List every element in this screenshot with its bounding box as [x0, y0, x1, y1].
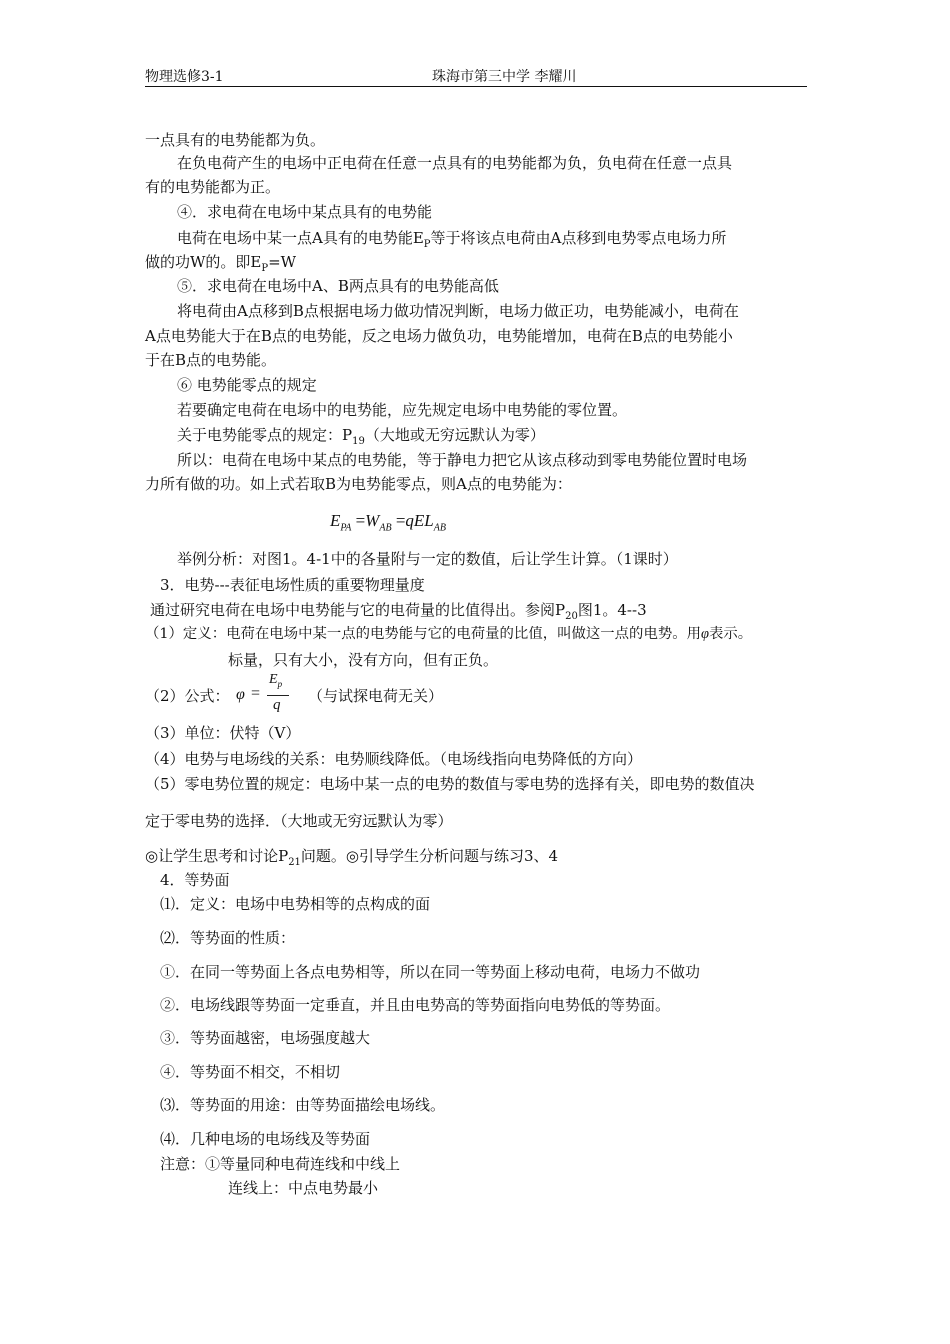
- text-line: 做的功W的。即$E_P=W$: [145, 253, 297, 274]
- text-line: 定于零电势的选择．（大地或无穷远默认为零）: [145, 812, 453, 830]
- text-line: ④．求电荷在电场中某点具有的电势能: [177, 203, 433, 221]
- text-line: （1）定义：电荷在电场中某一点的电势能与它的电荷量的比值，叫做这一点的电势。用φ表示。: [145, 626, 753, 642]
- formula-potential: φ = $E_p$ q: [236, 672, 306, 716]
- text-line: 于在B点的电势能。: [145, 351, 277, 369]
- text-line: 电荷在电场中某一点A具有的电势能$E_P$等于将该点电荷由A点移到电势零点电场力所: [177, 229, 727, 250]
- text-line: 注意：①等量同种电荷连线和中线上: [160, 1155, 401, 1173]
- text-line: 力所有做的功。如上式若取B为电势能零点，则A点的电势能为：: [145, 475, 572, 493]
- text-line: 通过研究电荷在电场中电势能与它的电荷量的比值得出。参阅$P_{20}$图1。4--3: [150, 601, 647, 622]
- text-line: （5）零电势位置的规定：电场中某一点的电势的数值与零电势的选择有关，即电势的数值决: [145, 775, 755, 793]
- page-header-center: 珠海市第三中学 李耀川: [432, 69, 577, 85]
- text-line: ⑤．求电荷在电场中A、B两点具有的电势能高低: [177, 277, 499, 295]
- text-line: 举例分析：对图1。4-1中的各量附与一定的数值，后让学生计算。（1课时）: [177, 550, 678, 568]
- text-line: 将电荷由A点移到B点根据电场力做功情况判断，电场力做正功，电势能减小，电荷在: [177, 302, 739, 320]
- text-line: 所以：电荷在电场中某点的电势能，等于静电力把它从该点移动到零电势能位置时电场: [177, 451, 748, 469]
- text-line: ◎让学生思考和讨论$P_{21}$问题。◎引导学生分析问题与练习3、4: [145, 847, 559, 868]
- text-line: （2）公式：: [145, 687, 230, 705]
- text-line: 3．电势---表征电场性质的重要物理量度: [160, 576, 425, 594]
- header-rule: [145, 86, 807, 87]
- text-line: ①．在同一等势面上各点电势相等，所以在同一等势面上移动电荷，电场力不做功: [160, 963, 701, 981]
- formula-potential-energy: $E_{PA} =W_{AB} =qEL_{AB}$: [330, 511, 446, 534]
- text-line: （4）电势与电场线的关系：电势顺线降低。（电场线指向电势降低的方向）: [145, 750, 643, 768]
- text-line: （3）单位：伏特（V）: [145, 724, 301, 742]
- text-line: 若要确定电荷在电场中的电势能，应先规定电场中电势能的零位置。: [177, 401, 628, 419]
- fraction-bar: [267, 695, 289, 696]
- text-line: ⑴．定义：电场中电势相等的点构成的面: [160, 895, 431, 913]
- text-line: 在负电荷产生的电场中正电荷在任意一点具有的电势能都为负，负电荷在任意一点具: [177, 154, 733, 172]
- text-line: 关于电势能零点的规定：$P_{19}$（大地或无穷远默认为零）: [177, 426, 545, 447]
- text-line: 4．等势面: [160, 871, 230, 889]
- text-line: 连线上：中点电势最小: [228, 1179, 379, 1197]
- text-line: ⑷．几种电场的电场线及等势面: [160, 1130, 371, 1148]
- text-line: ⑵．等势面的性质：: [160, 929, 296, 947]
- text-line: ⑥ 电势能零点的规定: [177, 376, 317, 394]
- text-line: ④．等势面不相交，不相切: [160, 1063, 341, 1081]
- text-line: 有的电势能都为正。: [145, 178, 281, 196]
- text-line: （与试探电荷无关）: [308, 687, 444, 705]
- text-line: ⑶．等势面的用途：由等势面描绘电场线。: [160, 1096, 446, 1114]
- text-line: 标量，只有大小，没有方向，但有正负。: [228, 651, 499, 669]
- page-header-left: 物理选修3-1: [145, 69, 224, 85]
- text-line: ②．电场线跟等势面一定垂直，并且由电势高的等势面指向电势低的等势面。: [160, 996, 671, 1014]
- text-line: A点电势能大于在B点的电势能，反之电场力做负功，电势能增加，电荷在B点的电势能小: [145, 327, 733, 345]
- text-line: ③．等势面越密，电场强度越大: [160, 1029, 371, 1047]
- text-line: 一点具有的电势能都为负。: [145, 131, 326, 149]
